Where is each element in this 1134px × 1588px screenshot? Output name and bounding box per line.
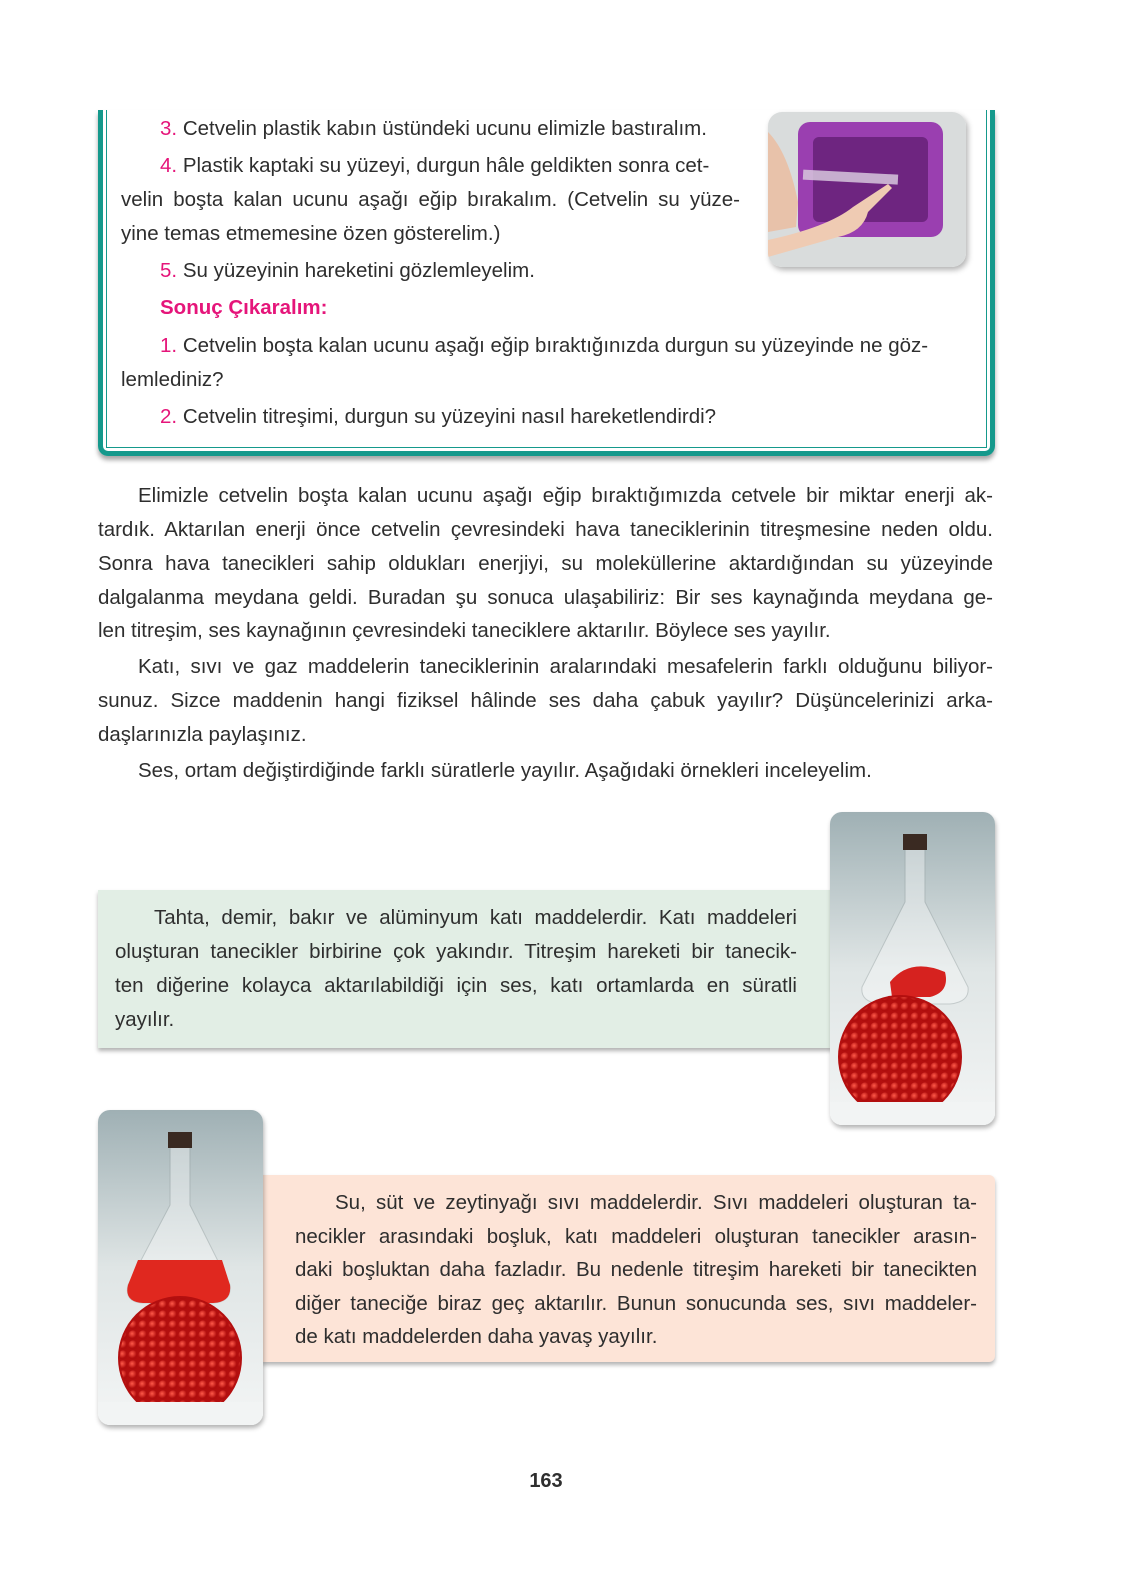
conclusion-heading: Sonuç Çıkaralım: (160, 296, 328, 319)
activity-step-line (160, 254, 535, 288)
solid-box-line: Tahta, demir, bakır ve alüminyum katı maddelerdir. Katı maddeleri (154, 906, 797, 929)
activity-step-line (160, 149, 709, 183)
ruler-water-tray-photo (768, 112, 966, 267)
item-text: Plastik kaptaki su yüzeyi, durgun hâle geldikten sonra cet- (182, 154, 710, 177)
liquid-box-line: necikler arasındaki boşluk, katı maddeleri oluşturan tanecikler arasın- (295, 1224, 977, 1248)
solid-flask-illustration (830, 812, 995, 1125)
paragraph-line: Ses, ortam değiştirdiğinde farklı süratlerle yayılır. Aşağıdaki örnekleri inceleyelim. (138, 759, 872, 782)
liquid-box-line: daki boşluktan daha fazladır. Bu nedenle titreşim hareketi bir tanecikten (295, 1258, 977, 1281)
question-line (160, 329, 928, 363)
paragraph-line: Elimizle cetvelin boşta kalan ucunu aşağı eğip bıraktığımızda cetvele bir miktar enerji ak- (138, 484, 993, 507)
paragraph-line: Sonra hava tanecikleri sahip oldukları enerjiyi, su moleküllerine aktardığından su yüzeyinde (98, 552, 993, 575)
question-line: lemlediniz? (121, 368, 224, 391)
paragraph-line: daşlarınızla paylaşınız. (98, 723, 307, 746)
item-number: 2. (160, 405, 178, 428)
paragraph-line: tardık. Aktarılan enerji önce cetvelin çevresindeki hava taneciklerinin titreşmesine neden oldu. (98, 518, 993, 541)
activity-step-line (160, 112, 707, 146)
paragraph-line: sunuz. Sizce maddenin hangi fiziksel hâlinde ses daha çabuk yayılır? Düşüncelerinizi arka- (98, 689, 993, 712)
liquid-flask-illustration (98, 1110, 263, 1425)
page-number: 163 (529, 1470, 563, 1492)
solid-box-line: oluşturan tanecikler birbirine çok yakındır. Titreşim hareketi bir tanecik- (115, 940, 797, 963)
item-number: 5. (160, 259, 178, 282)
activity-step-line: velin boşta kalan ucunu aşağı eğip bırakalım. (Cetvelin su yüze- (121, 188, 740, 211)
paragraph-line: dalgalanma meydana geldi. Buradan şu sonuca ulaşabiliriz: Bir ses kaynağında meydana ge- (98, 586, 993, 609)
item-text: Cetvelin titreşimi, durgun su yüzeyini nasıl hareketlendirdi? (182, 405, 717, 428)
solid-box-line: ten diğerine kolayca aktarılabildiği için ses, katı ortamlarda en süratli (115, 974, 797, 997)
item-text: Su yüzeyinin hareketini gözlemleyelim. (182, 259, 535, 282)
item-number: 4. (160, 154, 178, 177)
question-line (160, 400, 716, 434)
item-text: Cetvelin plastik kabın üstündeki ucunu elimizle bastıralım. (182, 117, 707, 140)
liquid-box-line: de katı maddelerden daha yavaş yayılır. (295, 1325, 658, 1348)
activity-step-line: yine temas etmemesine özen gösterelim.) (121, 222, 501, 245)
paragraph-line: len titreşim, ses kaynağının çevresindeki taneciklere aktarılır. Böylece ses yayılır. (98, 619, 831, 642)
liquid-box-line: Su, süt ve zeytinyağı sıvı maddelerdir. Sıvı maddeleri oluşturan ta- (335, 1191, 977, 1214)
item-number: 3. (160, 117, 178, 140)
paragraph-line: Katı, sıvı ve gaz maddelerin taneciklerinin aralarındaki mesafelerin farklı olduğunu biliyor- (138, 655, 993, 678)
solid-box-line: yayılır. (115, 1008, 175, 1031)
item-text: Cetvelin boşta kalan ucunu aşağı eğip bıraktığınızda durgun su yüzeyinde ne göz- (182, 334, 929, 357)
liquid-box-line: diğer taneciğe biraz geç aktarılır. Bunun sonucunda ses, sıvı maddeler- (295, 1291, 977, 1315)
item-number: 1. (160, 334, 178, 357)
